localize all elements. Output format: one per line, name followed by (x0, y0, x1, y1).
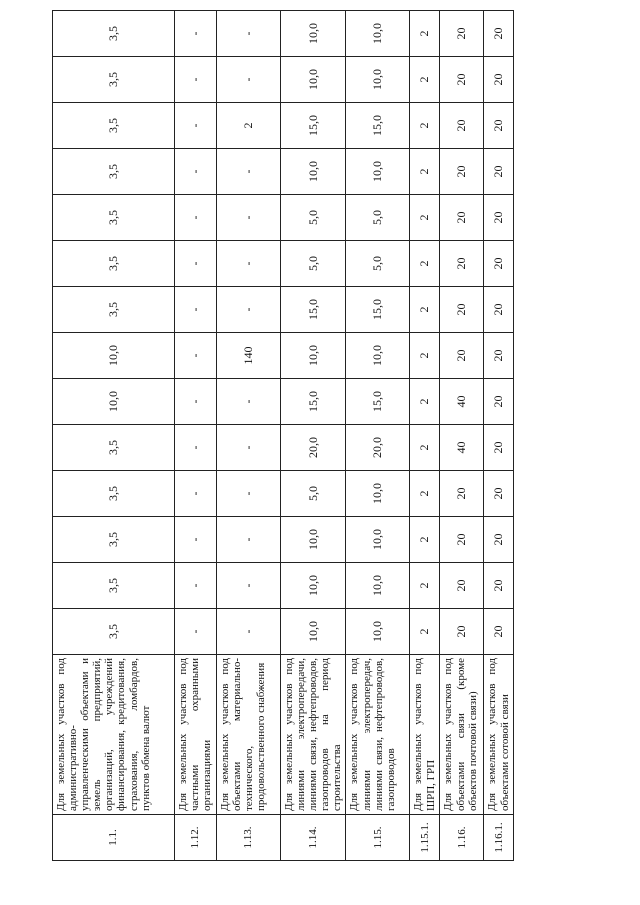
rate-cell: 20 (484, 149, 514, 195)
rate-cell: 3,5 (53, 103, 175, 149)
rate-cell: 20 (484, 379, 514, 425)
rate-cell: 3,5 (53, 425, 175, 471)
rate-cell: 2 (410, 287, 440, 333)
rate-cell: 10,0 (346, 11, 410, 57)
row-description: Для земельных участков под ШРП, ГРП (410, 655, 440, 815)
rate-cell: 2 (410, 103, 440, 149)
rate-cell: - (175, 425, 217, 471)
row-description: Для земельных участков под линиями электропередач, линиями связи, нефтепроводов, газопроводов (346, 655, 410, 815)
rate-cell: 15,0 (346, 287, 410, 333)
rate-cell: 20 (440, 563, 484, 609)
rate-cell: 20 (484, 517, 514, 563)
rate-cell: 20 (484, 195, 514, 241)
rate-cell: 10,0 (281, 517, 346, 563)
rate-cell: 40 (440, 379, 484, 425)
rate-cell: - (217, 517, 281, 563)
rate-cell: 2 (410, 379, 440, 425)
row-number: 1.16.1. (484, 815, 514, 861)
rate-cell: 10,0 (346, 563, 410, 609)
rate-cell: - (175, 241, 217, 287)
row-description: Для земельных участков под объектами связи (кроме объектов почтовой связи) (440, 655, 484, 815)
rate-cell: 10,0 (346, 517, 410, 563)
rate-cell: 20 (484, 287, 514, 333)
rate-cell: 10,0 (281, 333, 346, 379)
rate-cell: 10,0 (346, 471, 410, 517)
rate-cell: 20 (484, 241, 514, 287)
rate-cell: - (217, 57, 281, 103)
rate-cell: 5,0 (281, 471, 346, 517)
table-row (217, 11, 281, 861)
table-row (410, 11, 440, 861)
rate-cell: 20 (484, 103, 514, 149)
rate-cell: - (217, 11, 281, 57)
table-row (53, 11, 175, 861)
rate-cell: - (217, 471, 281, 517)
rate-cell: 10,0 (346, 57, 410, 103)
table-row (175, 11, 217, 861)
rate-cell: - (175, 103, 217, 149)
row-number: 1.16. (440, 815, 484, 861)
rate-cell: 10,0 (281, 563, 346, 609)
rate-cell: 15,0 (346, 103, 410, 149)
row-description: Для земельных участков под административно-управленческими объектами и земель предприятий, организаций, учреждений финансирования, кредитования, страхования, ломбардов, пунктов обмена валют (53, 655, 175, 815)
rate-cell: 2 (410, 149, 440, 195)
rate-cell: 2 (410, 563, 440, 609)
rate-cell: 15,0 (281, 103, 346, 149)
rate-cell: 10,0 (346, 149, 410, 195)
rate-cell: 20 (440, 471, 484, 517)
rate-cell: 10,0 (346, 333, 410, 379)
rate-cell: - (217, 563, 281, 609)
rate-cell: 20 (440, 57, 484, 103)
rate-cell: 3,5 (53, 609, 175, 655)
rate-cell: 10,0 (346, 609, 410, 655)
rates-table-body (53, 11, 514, 861)
rate-cell: - (217, 609, 281, 655)
row-number: 1.15.1. (410, 815, 440, 861)
rate-cell: 2 (410, 517, 440, 563)
rate-cell: 5,0 (346, 241, 410, 287)
rate-cell: 20,0 (346, 425, 410, 471)
rate-cell: 20 (440, 287, 484, 333)
rate-cell: - (175, 471, 217, 517)
rate-cell: - (175, 333, 217, 379)
rate-cell: 2 (410, 195, 440, 241)
rate-cell: - (217, 241, 281, 287)
table-row (440, 11, 484, 861)
rate-cell: 3,5 (53, 57, 175, 103)
rate-cell: - (175, 379, 217, 425)
row-description: Для земельных участков под частными охранными организациями (175, 655, 217, 815)
rate-cell: 10,0 (281, 57, 346, 103)
rate-cell: - (217, 379, 281, 425)
row-number: 1.12. (175, 815, 217, 861)
rate-cell: 20 (440, 149, 484, 195)
rate-cell: 2 (410, 471, 440, 517)
rate-cell: 20 (484, 563, 514, 609)
rate-cell: 20 (440, 103, 484, 149)
row-description: Для земельных участков под линиями электропередачи, линиями связи, нефтепроводов, газопроводов на период строительства (281, 655, 346, 815)
rate-cell: 20 (440, 241, 484, 287)
rate-cell: 20 (484, 333, 514, 379)
rate-cell: - (175, 11, 217, 57)
table-row (346, 11, 410, 861)
rate-cell: - (175, 287, 217, 333)
table-row (281, 11, 346, 861)
rate-cell: - (175, 609, 217, 655)
rate-cell: 2 (410, 11, 440, 57)
rate-cell: 20 (440, 609, 484, 655)
rate-cell: 2 (410, 609, 440, 655)
rate-cell: 2 (217, 103, 281, 149)
rate-cell: 3,5 (53, 195, 175, 241)
row-description: Для земельных участков под объектами сотовой связи (484, 655, 514, 815)
rate-cell: 3,5 (53, 517, 175, 563)
rate-cell: 15,0 (281, 379, 346, 425)
rate-cell: 20 (440, 517, 484, 563)
rate-cell: - (217, 149, 281, 195)
rate-cell: 15,0 (281, 287, 346, 333)
rate-cell: 20 (484, 609, 514, 655)
rate-cell: 3,5 (53, 149, 175, 195)
rate-cell: 20 (440, 333, 484, 379)
rate-cell: 10,0 (281, 11, 346, 57)
rate-cell: 20 (484, 11, 514, 57)
rate-cell: 5,0 (281, 195, 346, 241)
rate-cell: - (217, 195, 281, 241)
row-description: Для земельных участков под объектами материально-технического, продовольственного снабжения (217, 655, 281, 815)
rate-cell: 10,0 (53, 379, 175, 425)
rate-cell: 20 (484, 425, 514, 471)
rate-cell: - (175, 149, 217, 195)
table-row (484, 11, 514, 861)
row-number: 1.1. (53, 815, 175, 861)
rate-cell: 2 (410, 425, 440, 471)
rate-cell: 20 (440, 11, 484, 57)
rate-cell: 20 (484, 471, 514, 517)
rate-cell: - (175, 57, 217, 103)
rate-cell: 3,5 (53, 563, 175, 609)
rate-cell: 15,0 (346, 379, 410, 425)
rate-cell: 20 (484, 57, 514, 103)
rate-cell: 5,0 (346, 195, 410, 241)
rate-cell: 2 (410, 333, 440, 379)
rate-cell: - (175, 563, 217, 609)
rate-cell: 3,5 (53, 11, 175, 57)
rate-cell: 20 (440, 195, 484, 241)
row-number: 1.13. (217, 815, 281, 861)
rate-cell: 20,0 (281, 425, 346, 471)
rate-cell: 140 (217, 333, 281, 379)
rate-cell: 2 (410, 57, 440, 103)
rate-cell: 40 (440, 425, 484, 471)
rate-cell: 3,5 (53, 241, 175, 287)
rate-cell: 5,0 (281, 241, 346, 287)
rate-cell: 10,0 (281, 149, 346, 195)
rate-cell: - (175, 195, 217, 241)
rate-cell: 2 (410, 241, 440, 287)
row-number: 1.14. (281, 815, 346, 861)
rate-cell: 3,5 (53, 287, 175, 333)
rates-table (52, 10, 514, 861)
rate-cell: 10,0 (53, 333, 175, 379)
rate-cell: - (175, 517, 217, 563)
row-number: 1.15. (346, 815, 410, 861)
rate-cell: - (217, 425, 281, 471)
rate-cell: 10,0 (281, 609, 346, 655)
rate-cell: - (217, 287, 281, 333)
rate-cell: 3,5 (53, 471, 175, 517)
